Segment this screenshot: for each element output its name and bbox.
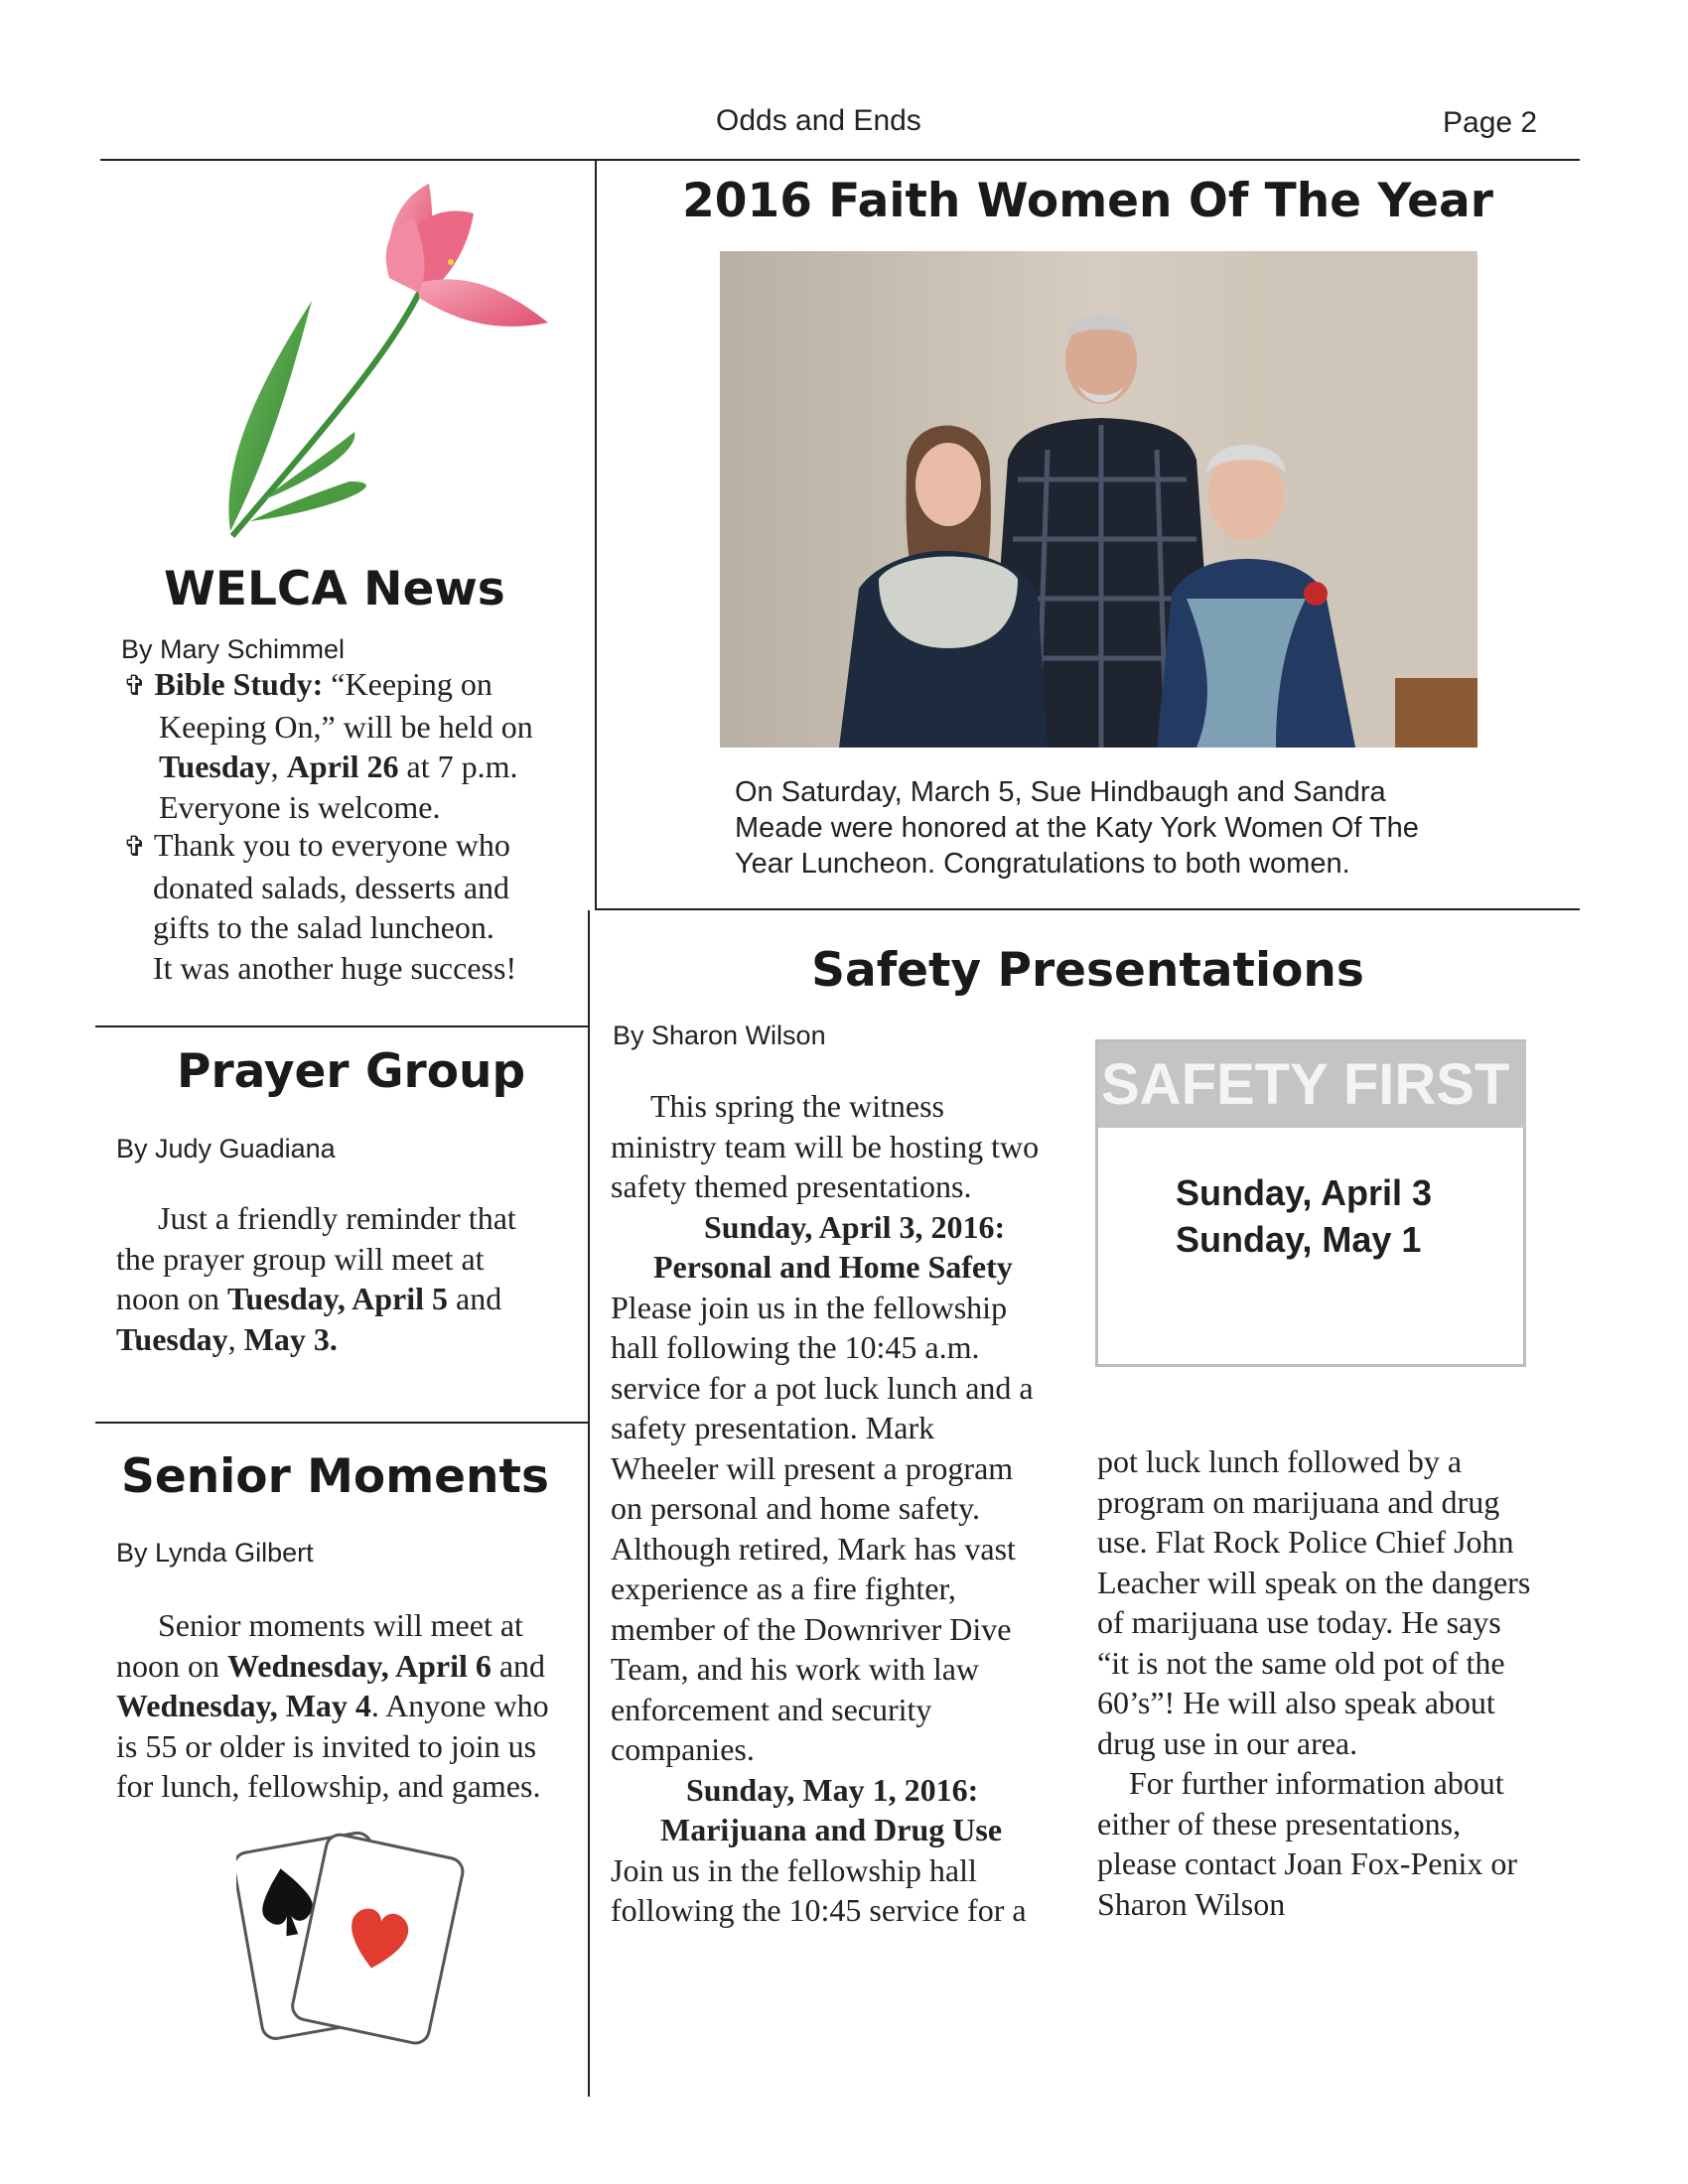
tulip-icon xyxy=(220,184,558,541)
playing-cards-icon xyxy=(236,1822,465,2050)
safety-first-banner: SAFETY FIRST xyxy=(1098,1042,1526,1128)
cross-bullet-icon: ✞ xyxy=(123,830,147,863)
welca-bottom-rule xyxy=(95,1025,590,1027)
senior-body: Senior moments will meet at noon on Wednesday, April 6 and Wednesday, May 4. Anyone who is 55 or older is invited to join us for lunch, fellowship, and games. xyxy=(116,1607,549,1804)
faith-caption: On Saturday, March 5, Sue Hindbaugh and Sandra Meade were honored at the Katy York Women Of The Year Luncheon. Congratulations to both women. xyxy=(735,776,1419,880)
column-divider-lower xyxy=(588,910,590,2097)
bible-study-label: Bible Study: xyxy=(154,666,324,702)
page-number: Page 2 xyxy=(1443,106,1538,139)
prayer-heading: Prayer Group xyxy=(177,1044,526,1099)
safety-byline: By Sharon Wilson xyxy=(613,1021,826,1050)
safety-first-box xyxy=(1095,1039,1526,1367)
prayer-byline: By Judy Guadiana xyxy=(116,1134,336,1163)
prayer-bottom-rule xyxy=(95,1422,590,1424)
prayer-body: Just a friendly reminder that the prayer group will meet at noon on Tuesday, April 5 and Tuesday, May 3. xyxy=(116,1200,516,1357)
safety-heading: Safety Presentations xyxy=(811,943,1364,998)
cross-bullet-icon: ✞ xyxy=(123,669,147,702)
safety-dates: Sunday, April 3 Sunday, May 1 xyxy=(1176,1172,1433,1260)
header-rule xyxy=(100,159,1580,161)
senior-heading: Senior Moments xyxy=(121,1449,549,1504)
welca-heading: WELCA News xyxy=(164,562,505,616)
faith-heading: 2016 Faith Women Of The Year xyxy=(682,174,1493,228)
column-divider xyxy=(595,159,597,910)
welca-byline: By Mary Schimmel xyxy=(121,634,346,664)
welca-item-thank-you: ✞ Thank you to everyone who donated salads, desserts and gifts to the salad luncheon. It was another huge success! xyxy=(123,827,517,986)
faith-women-photo xyxy=(720,251,1477,748)
safety-column-2: pot luck lunch followed by a program on marijuana and drug use. Flat Rock Police Chief John Leacher will speak on the dangers of marijuana use today. He says “it is not the same old pot of the 60’s”! He will also speak about drug use in our area. For further information about either of these presentations, please contact Joan Fox-Penix or Sharon Wilson xyxy=(1097,1443,1531,1922)
safety-column-1: This spring the witness ministry team will be hosting two safety themed presentations. Sunday, April 3, 2016: Personal and Home Safety Please join us in the fellowship hall following the 10:45 a.m. service for a pot luck lunch and a safety presentation. Mark Wheeler will present a program on personal and home safety. Although retired, Mark has vast experience as a fire fighter, member of the Downriver Dive Team, and his work with law enforcement and security companies. Sunday, May 1, 2016: Marijuana and Drug Use Join us in the fellowship hall following the 10:45 service for a xyxy=(611,1088,1040,1928)
welca-item-bible-study: ✞ Bible Study: “Keeping on Keeping On,” will be held on Tuesday, April 26 at 7 p.m. Everyone is welcome. xyxy=(123,666,533,825)
newsletter-section-title: Odds and Ends xyxy=(716,104,921,137)
faith-section-rule xyxy=(595,908,1580,910)
senior-byline: By Lynda Gilbert xyxy=(116,1538,314,1568)
